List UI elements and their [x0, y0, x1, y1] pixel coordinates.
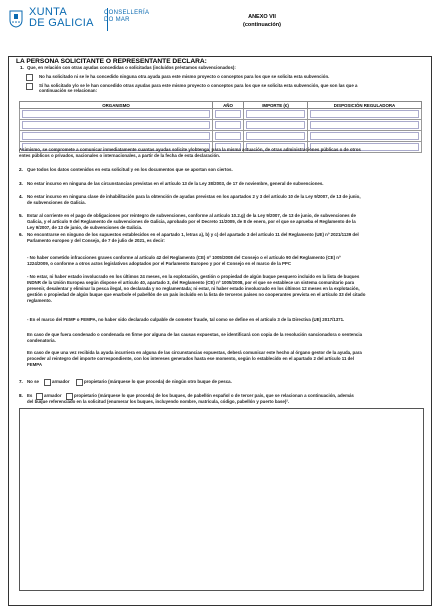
table-row	[20, 109, 422, 120]
importe-input[interactable]	[246, 110, 305, 118]
importe-input[interactable]	[246, 121, 305, 129]
point-5-line1: En caso de que una vez recibida la ayuda incurriera en alguna de las circunstancias expuestas, deberá comunicar este hecho al órgano gestor de la ayuda, para	[27, 350, 362, 355]
item-7-number: 7.	[19, 379, 23, 384]
col-organismo: ORGANISMO	[20, 102, 213, 109]
other-aid-table	[19, 101, 422, 153]
item-8-line2: del buque referenciado en la solicitud (enumerar los buques, incluyendo nombre, matrícula, código, pabellón y puerto base)².	[27, 399, 290, 404]
annex-heading	[232, 13, 292, 29]
commitment-line2: entes públicos o privados, nacionales o internacionales, a partir de la fecha de esta declaración.	[19, 153, 221, 158]
item-5-line1: Estar al corriente en el pago de obligaciones por reintegro de subvenciones, conforme al artículo 10.2.g) de la Ley 9/2007, de 13 de junio, de subvenciones de	[27, 213, 356, 218]
other-aid-label-line2: continuación se relacionan:	[39, 88, 98, 93]
col-ano: AÑO	[213, 102, 244, 109]
point-3-line1: - En el marco del FEMP o FEMPA, no haber sido declarado culpable de cometer fraude, tal como se define en el artículo 3 de la Directiva (UE) 2017/1371.	[27, 317, 345, 322]
item-5-line2: Galicia, y el artículo 9 del Reglamento de subvenciones de Galicia, aprobado por el Decreto 11/2009, de 8 de enero, por el que se aprueba el Reglamento de la	[27, 219, 356, 224]
ano-input[interactable]	[215, 110, 241, 118]
no-other-aid-checkbox[interactable]	[26, 74, 33, 81]
col-importe: IMPORTE (€)	[244, 102, 308, 109]
organismo-input[interactable]	[22, 132, 210, 140]
annex-subtitle: (continuación)	[243, 22, 281, 28]
point-5-line3: FEMPA	[27, 362, 43, 367]
point-4-line2: condenatoria.	[27, 338, 56, 343]
item-3-number: 3.	[19, 181, 23, 186]
item-8-prefix: Es	[27, 393, 33, 398]
item-2-number: 2.	[19, 167, 23, 172]
xunta-logo	[9, 8, 109, 48]
item-8-armador-label: armador	[44, 393, 62, 398]
organismo-input[interactable]	[22, 121, 210, 129]
item-6-line2: Parlamento europeo y del Consejo, de 7 de julio de 2021, es decir:	[27, 238, 165, 243]
disposicion-input[interactable]	[310, 132, 419, 140]
conselleria-name	[104, 10, 149, 24]
item-2-text: Que todos los datos contenidos en esta solicitud y en los documentos que se aportan son ciertos.	[27, 167, 233, 172]
no-other-aid-label: No ha solicitado ni se le ha concedido ninguna otra ayuda para este mismo proyecto o conceptos para los que se solicita esta subvención.	[39, 73, 330, 79]
ano-input[interactable]	[215, 121, 241, 129]
item-4-number: 4.	[19, 194, 23, 199]
point-2-line2: INDNR de la Unión Europea según dispone el artículo 40, apartado 3, del Reglamento (CE) nº 1005/2008, por el que se establece un sistema comunitario para	[27, 280, 355, 285]
logo-text-xunta: XUNTA	[29, 6, 67, 18]
item-6-line1: No encontrarse en ninguno de los supuestos establecidos en el apartado 1, letras a), b) y c) del apartado 3 del artículo 11 del Reglamento (UE) nº 2021/1139 del	[27, 232, 359, 237]
galicia-shield-icon	[9, 10, 23, 28]
annex-title: ANEXO VII	[248, 14, 276, 20]
item-7-prefix: No se	[27, 379, 39, 384]
item-4-line1: No estar incurso en ninguna clase de inhabilitación para la obtención de ayudas previstas en los apartados 2 y 3 del artículo 10 de la Ley 9/2007, de 13 de junio,	[27, 194, 361, 199]
table-row	[20, 120, 422, 131]
item-6-number: 6.	[19, 232, 23, 237]
point-2-line3: prevenir, desalentar y eliminar la pesca ilegal, no declarada y no reglamentada; ni estar, ni haber estado involucrado en los últimos 12 meses en la explotación,	[27, 286, 360, 291]
commitment-line1: Asimismo, se compromete a comunicar inmediatamente cuantas ayudas solicite y/obtenga, para la misma actuación, de otras administraciones públicas o de otros	[19, 147, 361, 152]
conselleria-line1: CONSELLERÍA	[104, 10, 150, 16]
item-1-text: Que, en relación con otras ayudas concedidas o solicitadas (incluidos préstamos subvencionados):	[27, 65, 236, 70]
item-7-armador-checkbox[interactable]	[44, 379, 51, 386]
ano-input[interactable]	[215, 132, 241, 140]
point-5-line2: proceder al reintegro del importe correspondiente, con los intereses generados hasta ese momento, según lo establecido en el apartado 2 del artículo 11 del	[27, 356, 354, 361]
item-3-text: No estar incurso en ninguna de las circunstancias previstas en el artículo 13 de la Ley 38/2003, de 17 de noviembre, general de subvenciones.	[27, 181, 324, 186]
vessel-list-textarea[interactable]	[19, 408, 424, 591]
point-1-line1: - No haber cometido infracciones graves conforme al artículo 42 del Reglamento (CE) nº 1005/2008 del Consejo o el artículo 90 del Reglamento (CE) nº	[27, 255, 341, 260]
conselleria-line2: DO MAR	[104, 17, 130, 23]
table-row	[20, 131, 422, 142]
item-4-line2: de subvenciones de Galicia.	[27, 200, 86, 205]
item-7-propietario-checkbox[interactable]	[76, 379, 83, 386]
item-8-number: 8.	[19, 393, 23, 398]
organismo-input[interactable]	[22, 110, 210, 118]
point-2-line1: - No estar, ni haber estado involucrado en los últimos 24 meses, en la explotación, gestión o propiedad de algún buque pesquero incluido en la lista de buques	[27, 274, 360, 279]
point-2-line4: gestión o propiedad de algún buque que enarbole el pabellón de un país incluido en la lista de terceros países no cooperantes prevista en el artículo 33 del citado	[27, 292, 366, 297]
col-disposicion: DISPOSICIÓN REGULADORA	[308, 102, 422, 109]
section-title: LA PERSONA SOLICITANTE O REPRESENTANTE DECLARA:	[16, 58, 207, 65]
item-7-armador-label: armador	[52, 379, 70, 384]
disposicion-input[interactable]	[310, 121, 419, 129]
item-7-propietario-label: propietario (márquese lo que proceda) de ningún otro buque de pesca.	[84, 379, 232, 384]
point-4-line1: En caso de que fuera condenado o condenada en firme por alguna de las causas expuestas, se identificará con copia de la resolución sancionadora o sentencia	[27, 332, 363, 337]
item-8-propietario-label: propietario (márquese lo que proceda) de los buques, de pabellón español o de tercer país, que se relacionan a continuación, además	[74, 393, 354, 398]
disposicion-input[interactable]	[310, 110, 419, 118]
point-2-line5: reglamento.	[27, 298, 52, 303]
item-1-number: 1.	[20, 65, 24, 70]
logo-text-galicia: DE GALICIA	[29, 17, 94, 29]
other-aid-checkbox[interactable]	[26, 83, 33, 90]
table-header-row	[20, 102, 422, 109]
item-5-number: 5.	[19, 213, 23, 218]
importe-input[interactable]	[246, 132, 305, 140]
item-5-line3: Ley 9/2007, de 13 de junio, de subvenciones de Galicia.	[27, 225, 143, 230]
other-aid-label-line1: Sí ha solicitado y/o se le han concedido otras ayudas para este mismo proyecto o conceptos para los que se solicita esta subvención, que son las que a	[39, 82, 358, 88]
point-1-line2: 1224/2009, o conforme a otros actos legislativos adoptados por el Parlamento Europeo y por el Consejo en el marco de la PPC	[27, 261, 292, 266]
